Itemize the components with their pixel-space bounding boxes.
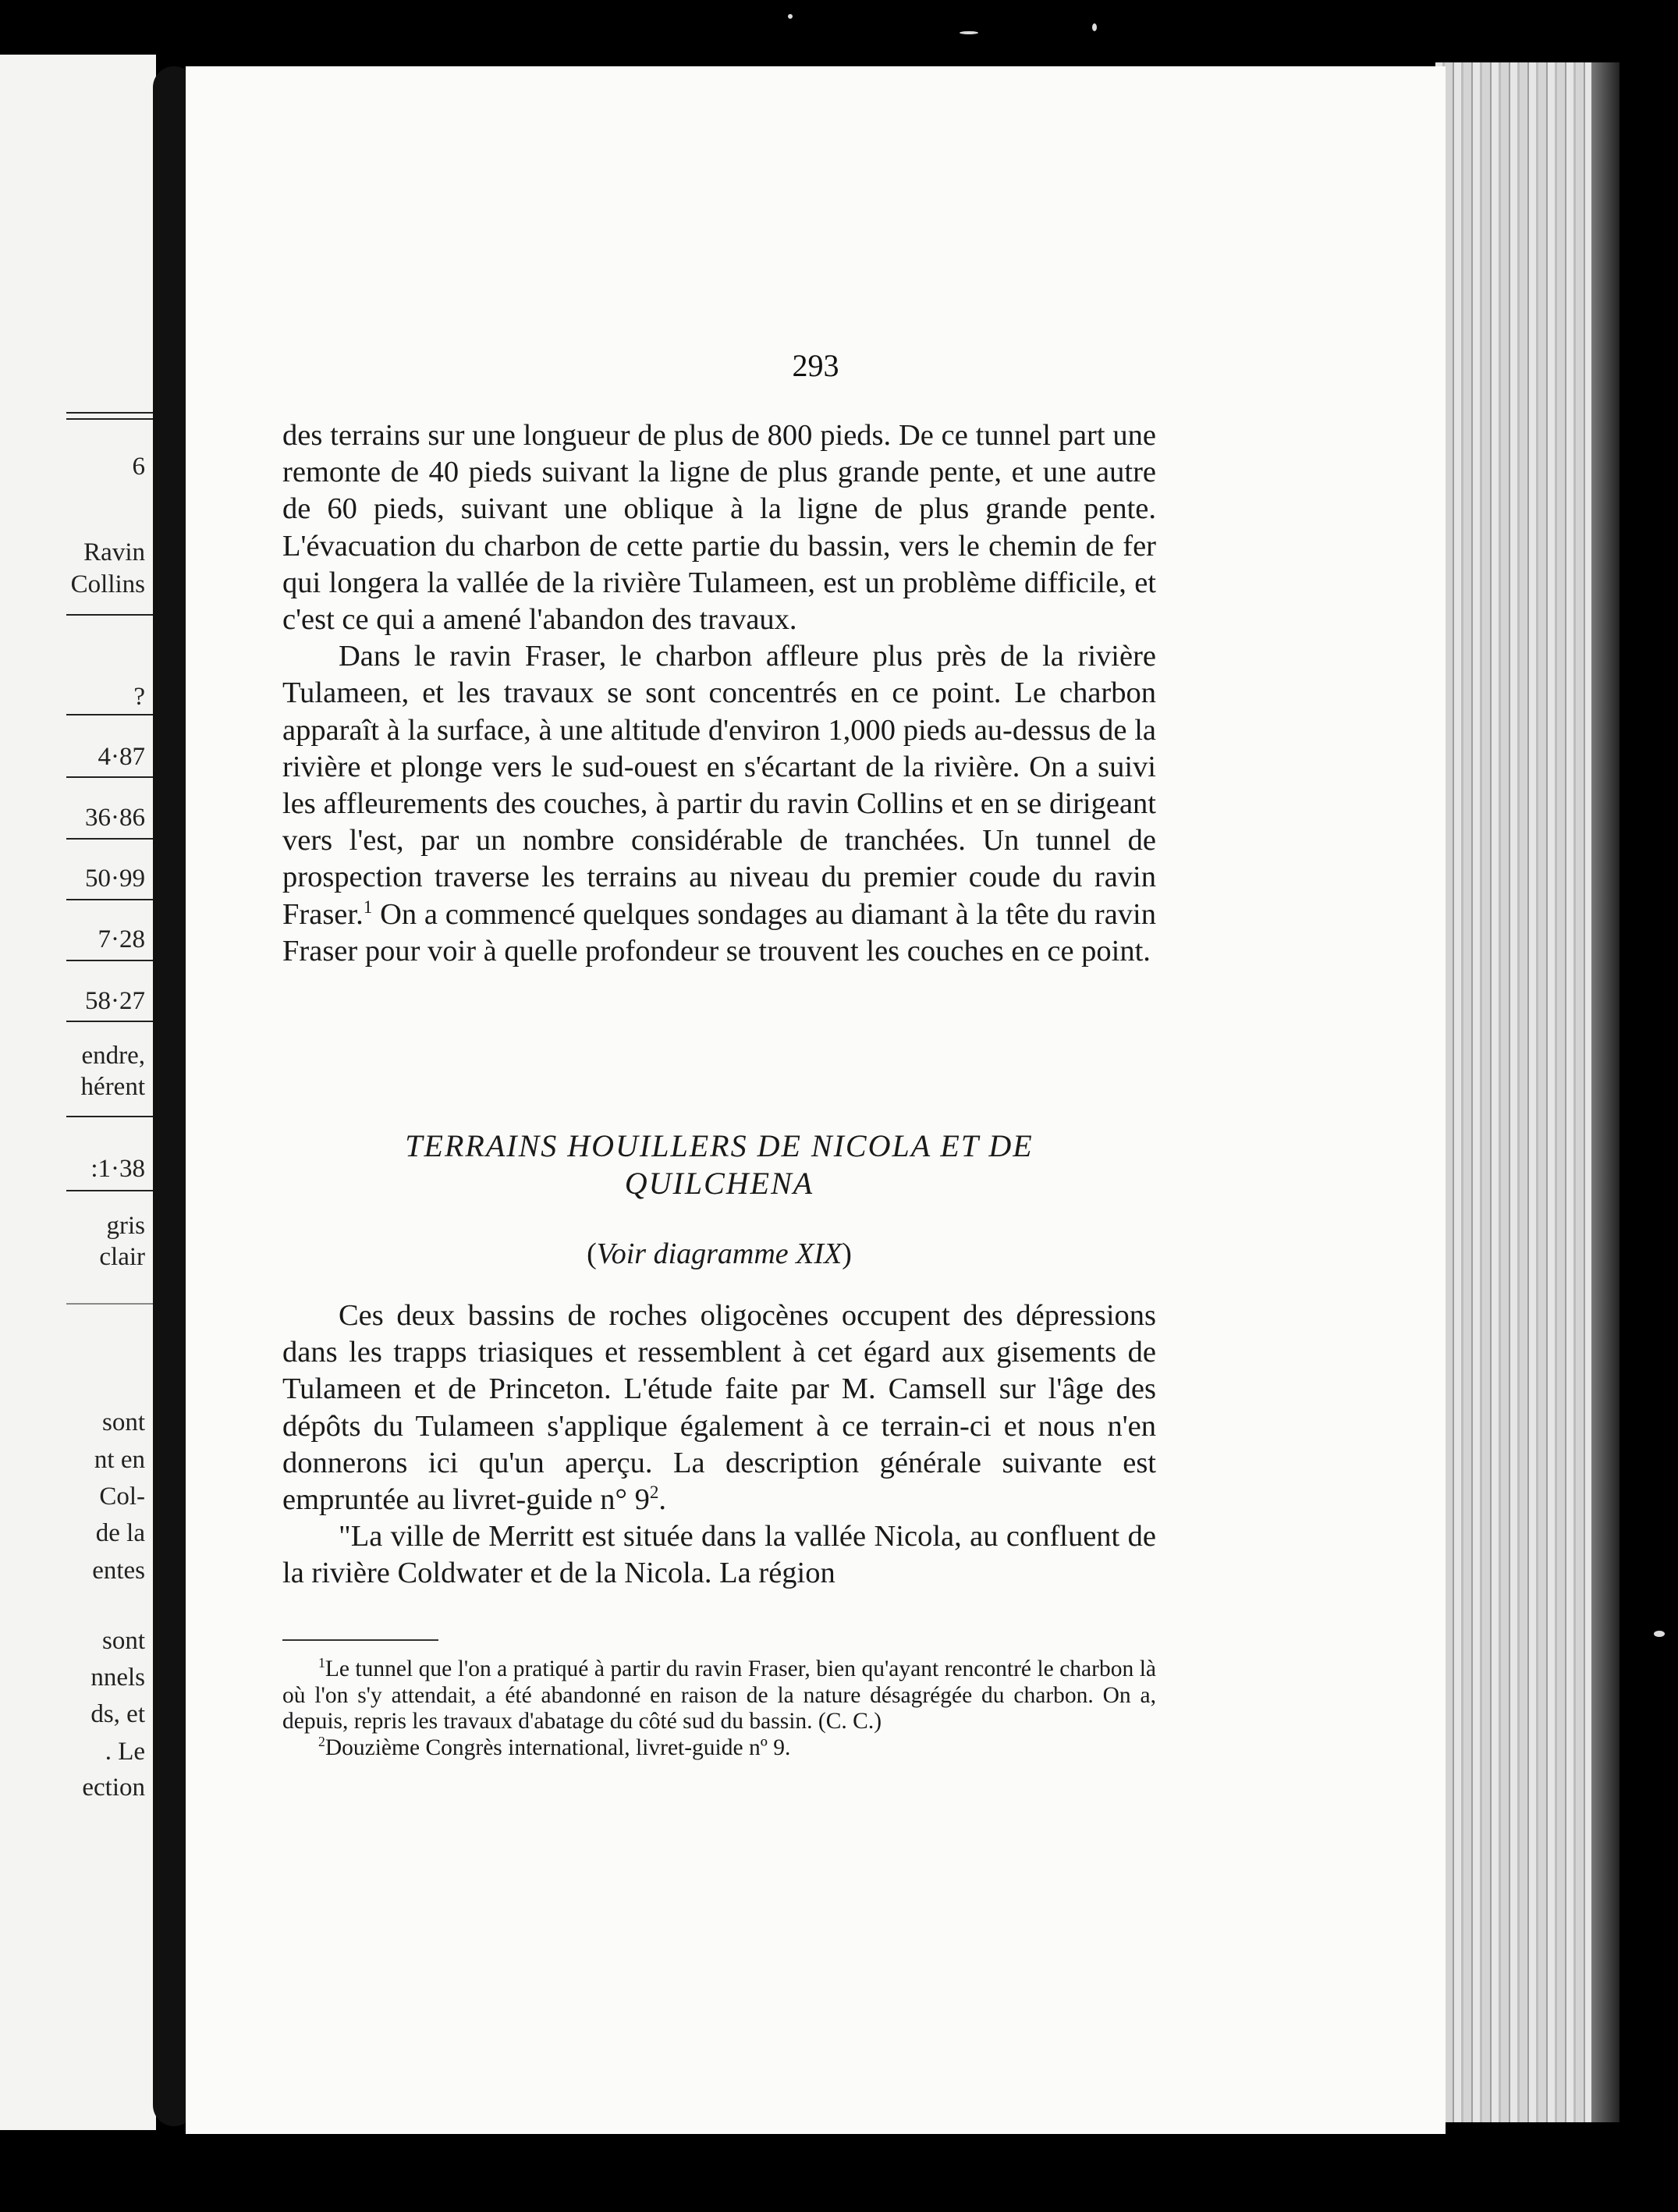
scan-speck — [788, 14, 793, 19]
table-cell: hérent — [80, 1073, 145, 1101]
paragraph: des terrains sur une longueur de plus de 800 pieds. De ce tunnel part une remonte de 40 pieds suivant la ligne de plus grande pente, et une autre de 60 pieds, suivant une oblique à la ligne de plus grande pente. L'évacuation du charbon de cette partie du bassin, vers le chemin de fer qui longera la vallée de la rivière Tulameen, est un problème difficile, et c'est ce qui a amené l'abandon des travaux. — [282, 419, 1156, 637]
table-cell: gris — [106, 1212, 145, 1240]
body-text-fragment: entes — [92, 1557, 145, 1585]
section-heading-line: QUILCHENA — [624, 1166, 814, 1201]
body-text-fragment: nt en — [94, 1446, 145, 1474]
footnote: $^2$Douzième Congrès international, livret-guide nº 9. — [318, 1733, 791, 1760]
page-number: 293 — [792, 348, 839, 383]
scan-speck — [960, 31, 978, 34]
body-text-section-2 — [282, 1298, 1156, 1592]
table-rule — [66, 838, 156, 840]
table-cell: 4·87 — [98, 743, 145, 771]
body-text-fragment: Col- — [99, 1482, 145, 1511]
footnote-rule — [282, 1639, 438, 1641]
table-rule — [66, 418, 156, 420]
footnote-mark: 1 — [318, 1655, 325, 1671]
table-rule — [66, 1303, 156, 1305]
paragraph: Dans le ravin Fraser, le charbon affleure plus près de la rivière Tulameen, et les travaux se sont concentrés en ce point. Le charbon apparaît à la surface, à une altitude d'environ 1,000 pieds au-dessus de la rivière et plonge vers le sud-ouest en s'écartant de la rivière. On a suivi les affleurements des couches, à partir du ravin Collins et en se dirigeant vers l'est, par un nombre considérable de tranchées. Un tunnel de prospection traverse les terrains au niveau du premier coude du ravin Fraser.$^1$ On a commencé quelques sondages au diamant à la tête du ravin Fraser pour voir à quelle profondeur se trouvent les couches en ce point. — [282, 640, 1156, 968]
scan-speck — [1092, 23, 1097, 31]
body-text-fragment: nnels — [90, 1663, 145, 1692]
table-cell: :1·38 — [90, 1155, 145, 1183]
left-facing-page — [0, 55, 156, 2130]
table-rule — [66, 714, 156, 715]
scan-speck — [1654, 1631, 1665, 1637]
table-cell: Collins — [70, 570, 145, 598]
table-rule — [66, 899, 156, 900]
table-cell: clair — [99, 1243, 145, 1271]
section-heading — [282, 1127, 1156, 1202]
table-cell: 6 — [132, 453, 145, 481]
diagram-reference: (Voir diagramme XIX) — [587, 1237, 852, 1270]
table-cell: 36·86 — [85, 804, 145, 832]
paragraph-continuation: On a commencé quelques sondages au diamant à la tête du ravin Fraser pour voir à quelle profondeur se trouvent les couches en ce point. — [282, 897, 1156, 968]
table-cell: 58·27 — [85, 987, 145, 1015]
table-rule — [66, 412, 156, 414]
footnotes — [282, 1656, 1156, 1761]
section-heading-line: TERRAINS HOUILLERS DE NICOLA ET DE — [405, 1128, 1034, 1163]
table-rule — [66, 614, 156, 616]
paragraph: Ces deux bassins de roches oligocènes occupent des dépressions dans les trapps triasiques et ressemblent à cet égard aux gisements de Tulameen et de Princeton. L'étude faite par M. Camsell sur l'âge des dépôts du Tulameen s'applique également à ce terrain-ci et nous n'en donnerons ici qu'un aperçu. La description générale suivante est empruntée au livret-guide n° $9^2$. — [282, 1299, 1156, 1517]
body-text — [282, 417, 1156, 970]
paragraph: "La ville de Merritt est située dans la vallée Nicola, au confluent de la rivière Coldwater et de la Nicola. La région — [282, 1520, 1156, 1590]
table-cell: ? — [133, 683, 145, 711]
footnote: $^1$Le tunnel que l'on a pratiqué à partir du ravin Fraser, bien qu'ayant rencontré le charbon là où l'on s'y attendait, a été abandonné en raison de la nature désagrégée du charbon. On a, depuis, repris les travaux d'abatage du côté sud du bassin. (C. C.) — [282, 1655, 1156, 1734]
table-cell: endre, — [81, 1042, 145, 1070]
table-rule — [66, 1021, 156, 1022]
body-text-fragment: sont — [101, 1627, 145, 1655]
table-cell: 50·99 — [85, 865, 145, 893]
body-text-fragment: de la — [95, 1519, 145, 1547]
table-rule — [66, 1116, 156, 1117]
table-rule — [66, 960, 156, 961]
page-edges — [1435, 62, 1615, 2122]
table-cell: 7·28 — [98, 925, 145, 953]
table-rule — [66, 1190, 156, 1191]
table-cell: Ravin — [83, 538, 145, 566]
body-text-fragment: sont — [101, 1408, 145, 1436]
footnote-ref: 1 — [363, 896, 373, 917]
diagram-reference-text: Voir diagramme XIX — [596, 1237, 843, 1270]
footnote-mark: 2 — [318, 1733, 325, 1749]
body-text-fragment: ds, et — [90, 1700, 145, 1728]
footnote-ref: 2 — [649, 1482, 659, 1503]
body-text-fragment: ection — [82, 1774, 145, 1802]
book-page — [186, 66, 1446, 2134]
page-edge-shadow — [1591, 62, 1619, 2122]
table-rule — [66, 776, 156, 778]
body-text-fragment: . Le — [105, 1738, 145, 1766]
